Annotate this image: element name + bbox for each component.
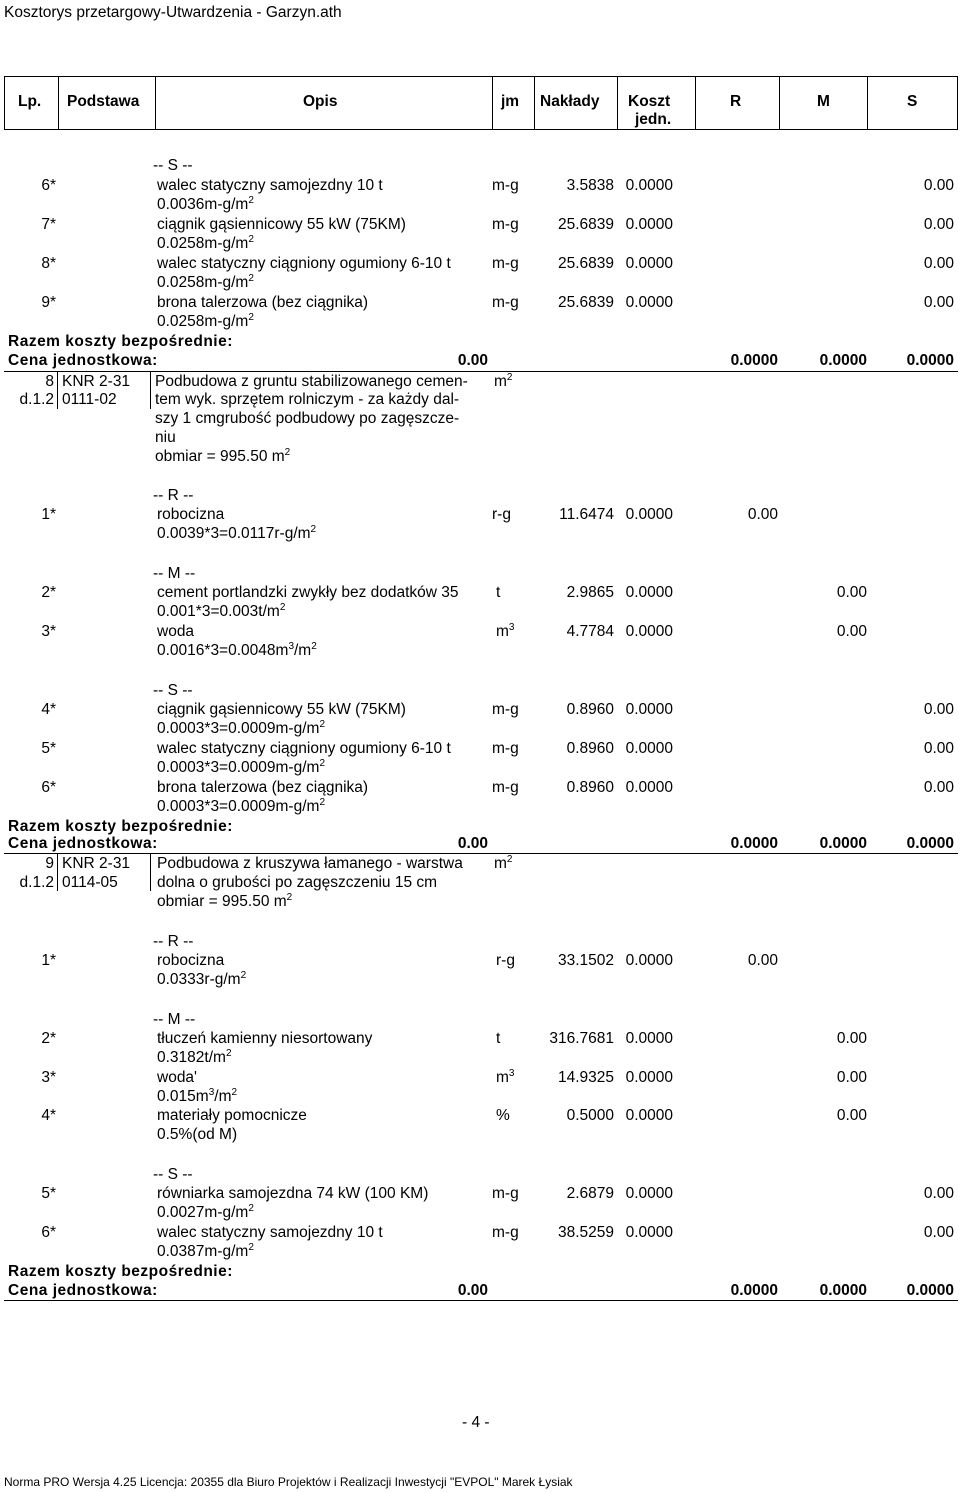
row-norm: $0.0258m-g/m^2$ xyxy=(157,233,254,252)
row-lp: 5* xyxy=(41,1185,56,1202)
row-naklad: 4.7784 xyxy=(566,623,614,640)
position-podstawa: KNR 2-31 xyxy=(62,855,131,872)
row-s: 0.00 xyxy=(923,294,954,311)
row-naklad: 3.5838 xyxy=(566,177,614,194)
position-number: 8 xyxy=(45,373,54,390)
position-desc-line: tem wyk. sprzętem rolniczym - za każdy dal- xyxy=(155,391,460,408)
row-opis: brona talerzowa (bez ciągnika) xyxy=(157,294,369,311)
row-naklad: 0.8960 xyxy=(566,779,614,796)
row-koszt: 0.0000 xyxy=(625,1107,673,1124)
position-obmiar: obmiar = 995.50 $m^2$ xyxy=(157,891,293,910)
position-desc-line: szy 1 cmgrubość podbudowy po zagęszcze- xyxy=(155,410,460,427)
row-jm: m-g xyxy=(492,779,519,796)
row-lp: 4* xyxy=(41,701,56,718)
row-lp: 3* xyxy=(41,623,56,640)
row-jm: m-g xyxy=(492,740,519,757)
row-s: 0.00 xyxy=(923,1224,954,1241)
row-naklad: 2.9865 xyxy=(566,584,614,601)
row-koszt: 0.0000 xyxy=(625,1224,673,1241)
row-lp: 8* xyxy=(41,255,56,272)
header-s: S xyxy=(907,93,918,110)
row-jm: m-g xyxy=(492,216,519,233)
cena-m: 0.0000 xyxy=(819,352,867,369)
row-jm: m-g xyxy=(492,255,519,272)
table-header xyxy=(4,76,958,130)
row-s: 0.00 xyxy=(923,177,954,194)
row-lp: 3* xyxy=(41,1069,56,1086)
row-opis: równiarka samojezdna 74 kW (100 KM) xyxy=(157,1185,429,1202)
row-jm: $m^3$ xyxy=(496,1067,515,1086)
row-jm: m-g xyxy=(492,177,519,194)
row-lp: 6* xyxy=(41,779,56,796)
header-lp: Lp. xyxy=(18,93,42,110)
row-jm: r-g xyxy=(492,506,511,523)
row-opis: robocizna xyxy=(157,952,225,969)
row-norm: 0.5%(od M) xyxy=(157,1126,238,1143)
window-title: Kosztorys przetargowy-Utwardzenia - Garzyn.ath xyxy=(4,4,342,21)
row-norm: $0.0036m-g/m^2$ xyxy=(157,194,254,213)
cena-r: 0.0000 xyxy=(730,1282,778,1299)
row-lp: 9* xyxy=(41,294,56,311)
section-r-label: -- R -- xyxy=(153,487,194,504)
row-opis: robocizna xyxy=(157,506,225,523)
row-s: 0.00 xyxy=(923,216,954,233)
row-lp: 7* xyxy=(41,216,56,233)
row-naklad: 0.5000 xyxy=(566,1107,614,1124)
row-lp: 2* xyxy=(41,584,56,601)
row-opis: walec statyczny samojezdny 10 t xyxy=(157,1224,383,1241)
row-koszt: 0.0000 xyxy=(625,740,673,757)
razem-label: Razem koszty bezpośrednie: xyxy=(8,1263,233,1280)
cena-m: 0.0000 xyxy=(819,835,867,852)
row-norm: $0.0039*3=0.0117r-g/m^2$ xyxy=(157,523,317,542)
row-opis: cement portlandzki zwykły bez dodatków 35 xyxy=(157,584,459,601)
row-koszt: 0.0000 xyxy=(625,506,673,523)
row-lp: 5* xyxy=(41,740,56,757)
row-opis: woda' xyxy=(157,1069,198,1086)
cena-s: 0.0000 xyxy=(906,1282,954,1299)
cena-r: 0.0000 xyxy=(730,352,778,369)
row-koszt: 0.0000 xyxy=(625,255,673,272)
row-m: 0.00 xyxy=(836,1107,867,1124)
row-opis: walec statyczny ciągniony ogumiony 6-10 t xyxy=(157,255,451,272)
section-m-label: -- M -- xyxy=(153,1011,196,1028)
row-naklad: 0.8960 xyxy=(566,701,614,718)
row-opis: ciągnik gąsiennicowy 55 kW (75KM) xyxy=(157,701,406,718)
row-jm: m-g xyxy=(492,1224,519,1241)
row-jm: t xyxy=(496,1030,501,1047)
row-norm: $0.0387m-g/m^2$ xyxy=(157,1241,254,1260)
position-jm: $m^2$ xyxy=(494,371,513,390)
row-norm: $0.0333r-g/m^2$ xyxy=(157,969,247,988)
row-jm: % xyxy=(496,1107,510,1124)
cena-value: 0.00 xyxy=(457,835,488,852)
row-lp: 4* xyxy=(41,1107,56,1124)
row-norm: $0.0003*3=0.0009m-g/m^2$ xyxy=(157,757,325,776)
row-jm: m-g xyxy=(492,701,519,718)
row-jm: m-g xyxy=(492,294,519,311)
position-podstawa-code: 0114-05 xyxy=(62,874,118,891)
section-m-label: -- M -- xyxy=(153,565,196,582)
row-lp: 1* xyxy=(41,506,56,523)
section-s-label: -- S -- xyxy=(153,1166,193,1183)
row-m: 0.00 xyxy=(836,1069,867,1086)
row-opis: walec statyczny ciągniony ogumiony 6-10 t xyxy=(157,740,451,757)
row-lp: 6* xyxy=(41,177,56,194)
row-lp: 1* xyxy=(41,952,56,969)
position-subnumber: d.1.2 xyxy=(19,874,54,891)
row-opis: materiały pomocnicze xyxy=(157,1107,307,1124)
header-m: M xyxy=(817,93,830,110)
row-koszt: 0.0000 xyxy=(625,701,673,718)
row-naklad: 2.6879 xyxy=(566,1185,614,1202)
header-naklady: Nakłady xyxy=(540,93,600,110)
row-s: 0.00 xyxy=(923,701,954,718)
header-podstawa: Podstawa xyxy=(67,93,140,110)
cena-m: 0.0000 xyxy=(819,1282,867,1299)
position-desc-line: Podbudowa z gruntu stabilizowanego cemen- xyxy=(155,373,468,390)
position-subnumber: d.1.2 xyxy=(19,391,54,408)
row-s: 0.00 xyxy=(923,255,954,272)
row-m: 0.00 xyxy=(836,584,867,601)
position-number: 9 xyxy=(45,855,54,872)
row-jm: m-g xyxy=(492,1185,519,1202)
row-lp: 6* xyxy=(41,1224,56,1241)
row-naklad: 14.9325 xyxy=(557,1069,614,1086)
row-koszt: 0.0000 xyxy=(625,294,673,311)
row-norm: $0.0258m-g/m^2$ xyxy=(157,272,254,291)
row-koszt: 0.0000 xyxy=(625,177,673,194)
razem-label: Razem koszty bezpośrednie: xyxy=(8,333,233,350)
row-naklad: 25.6839 xyxy=(557,216,614,233)
row-norm: $0.0016*3=0.0048m^3/m^2$ xyxy=(157,640,317,659)
cena-value: 0.00 xyxy=(457,352,488,369)
row-naklad: 11.6474 xyxy=(559,506,614,523)
header-koszt: Koszt xyxy=(628,93,671,110)
header-r: R xyxy=(730,93,742,110)
row-lp: 2* xyxy=(41,1030,56,1047)
cena-label: Cena jednostkowa: xyxy=(8,352,158,369)
row-m: 0.00 xyxy=(836,623,867,640)
row-opis: tłuczeń kamienny niesortowany xyxy=(157,1030,373,1047)
cena-label: Cena jednostkowa: xyxy=(8,835,158,852)
position-jm: $m^2$ xyxy=(494,853,513,872)
row-koszt: 0.0000 xyxy=(625,1030,673,1047)
footer-text: Norma PRO Wersja 4.25 Licencja: 20355 dla Biuro Projektów i Realizacji Inwestycji "EVPOL" Marek Łysiak xyxy=(4,1475,573,1489)
row-opis: ciągnik gąsiennicowy 55 kW (75KM) xyxy=(157,216,406,233)
row-opis: woda xyxy=(157,623,195,640)
row-naklad: 0.8960 xyxy=(566,740,614,757)
position-podstawa: KNR 2-31 xyxy=(62,373,131,390)
row-norm: $0.0258m-g/m^2$ xyxy=(157,311,254,330)
row-norm: $0.001*3=0.003t/m^2$ xyxy=(157,601,286,620)
row-naklad: 25.6839 xyxy=(557,255,614,272)
cena-label: Cena jednostkowa: xyxy=(8,1282,158,1299)
row-norm: $0.015m^3/m^2$ xyxy=(157,1086,238,1105)
position-podstawa-code: 0111-02 xyxy=(62,391,117,408)
row-koszt: 0.0000 xyxy=(625,216,673,233)
position-obmiar: obmiar = 995.50 $m^2$ xyxy=(155,446,291,465)
row-m: 0.00 xyxy=(836,1030,867,1047)
row-koszt: 0.0000 xyxy=(625,1185,673,1202)
row-norm: $0.3182t/m^2$ xyxy=(157,1047,232,1066)
row-norm: $0.0003*3=0.0009m-g/m^2$ xyxy=(157,718,325,737)
row-koszt: 0.0000 xyxy=(625,779,673,796)
row-jm: r-g xyxy=(496,952,515,969)
section-r-label: -- R -- xyxy=(153,933,194,950)
row-jm: $m^3$ xyxy=(496,621,515,640)
cena-s: 0.0000 xyxy=(906,352,954,369)
row-norm: $0.0003*3=0.0009m-g/m^2$ xyxy=(157,796,325,815)
row-opis: walec statyczny samojezdny 10 t xyxy=(157,177,383,194)
row-naklad: 38.5259 xyxy=(557,1224,614,1241)
row-jm: t xyxy=(496,584,501,601)
cena-r: 0.0000 xyxy=(730,835,778,852)
row-r: 0.00 xyxy=(747,952,778,969)
row-naklad: 25.6839 xyxy=(557,294,614,311)
row-s: 0.00 xyxy=(923,779,954,796)
razem-label: Razem koszty bezpośrednie: xyxy=(8,818,233,835)
row-opis: brona talerzowa (bez ciągnika) xyxy=(157,779,369,796)
row-koszt: 0.0000 xyxy=(625,584,673,601)
row-naklad: 33.1502 xyxy=(557,952,614,969)
row-koszt: 0.0000 xyxy=(625,623,673,640)
header-koszt-jedn: jedn. xyxy=(635,111,672,128)
section-s-label: -- S -- xyxy=(153,157,193,174)
section-s-label: -- S -- xyxy=(153,682,193,699)
row-r: 0.00 xyxy=(747,506,778,523)
row-s: 0.00 xyxy=(923,740,954,757)
position-desc-line: Podbudowa z kruszywa łamanego - warstwa xyxy=(157,855,463,872)
row-naklad: 316.7681 xyxy=(549,1030,614,1047)
row-s: 0.00 xyxy=(923,1185,954,1202)
header-opis: Opis xyxy=(303,93,338,110)
row-norm: $0.0027m-g/m^2$ xyxy=(157,1202,254,1221)
cena-value: 0.00 xyxy=(457,1282,488,1299)
row-koszt: 0.0000 xyxy=(625,952,673,969)
position-desc-line: dolna o grubości po zagęszczeniu 15 cm xyxy=(157,874,438,891)
cena-s: 0.0000 xyxy=(906,835,954,852)
position-desc-line: niu xyxy=(155,429,176,446)
page-number: - 4 - xyxy=(462,1414,490,1431)
header-jm: jm xyxy=(501,93,520,110)
row-koszt: 0.0000 xyxy=(625,1069,673,1086)
